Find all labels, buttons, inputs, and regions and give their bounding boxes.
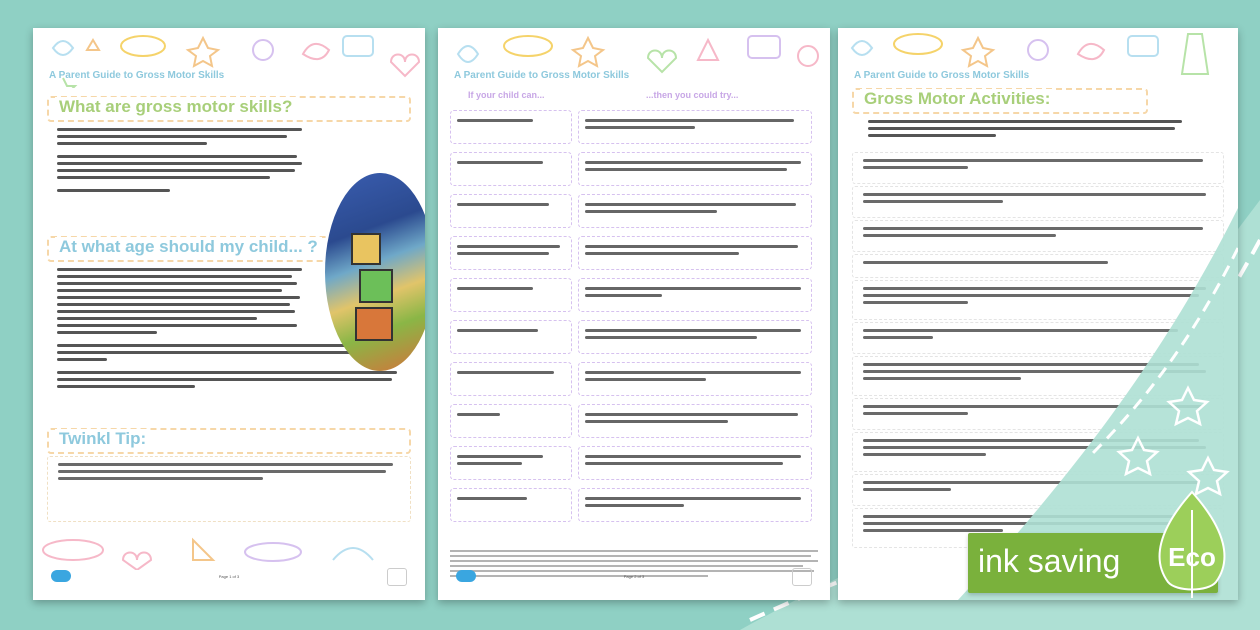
page-title: A Parent Guide to Gross Motor Skills: [854, 70, 1030, 81]
table-row: [438, 152, 830, 188]
activity-cell: [578, 488, 812, 522]
heading-text: Twinkl Tip:: [55, 429, 150, 449]
activity-cell: [578, 152, 812, 186]
table-row: [438, 488, 830, 524]
skill-cell: [450, 194, 572, 228]
activity-cell: [578, 404, 812, 438]
page-footer: [452, 568, 816, 586]
table-row: [438, 236, 830, 272]
activity-cell: [578, 278, 812, 312]
page-number: Page 1 of 3: [218, 574, 240, 579]
table-row: [438, 278, 830, 314]
skill-cell: [450, 488, 572, 522]
page-footer: [47, 568, 411, 586]
skill-cell: [450, 152, 572, 186]
table-row: [438, 404, 830, 440]
doodle-border-bottom: [33, 530, 425, 570]
footer-badge-icon: [387, 568, 407, 586]
section-heading-tip: [47, 428, 411, 454]
page-title: A Parent Guide to Gross Motor Skills: [49, 70, 225, 81]
column-header-left: If your child can...: [468, 90, 545, 100]
activity-cell: [578, 194, 812, 228]
section-heading-gross-motor: [47, 96, 411, 122]
table-row: [438, 446, 830, 482]
footer-badge-icon: [792, 568, 812, 586]
skill-cell: [450, 362, 572, 396]
activity-cell: [578, 320, 812, 354]
ink-saving-label: ink saving: [978, 543, 1121, 579]
table-row: [438, 194, 830, 230]
page-number: Page 2 of 3: [623, 574, 645, 579]
eco-badge-text: Eco: [1168, 542, 1216, 572]
paragraph-block: [57, 128, 307, 196]
twinkl-logo: [456, 570, 476, 582]
skill-cell: [450, 110, 572, 144]
activity-cell: [578, 236, 812, 270]
eco-leaf-badge: [1146, 490, 1238, 600]
heading-text: What are gross motor skills?: [55, 97, 296, 117]
activity-cell: [578, 446, 812, 480]
column-header-right: ...then you could try...: [646, 90, 739, 100]
activity-cell: [578, 110, 812, 144]
skill-cell: [450, 236, 572, 270]
heading-text: At what age should my child... ?: [55, 237, 322, 257]
table-row: [438, 110, 830, 146]
twinkl-logo: [51, 570, 71, 582]
table-row: [438, 320, 830, 356]
heading-text: Gross Motor Activities:: [860, 89, 1054, 109]
paragraph-block: [57, 268, 307, 392]
skill-cell: [450, 446, 572, 480]
tip-box: [47, 456, 411, 522]
child-building-blocks-photo: [325, 173, 425, 371]
page-title: A Parent Guide to Gross Motor Skills: [454, 70, 630, 81]
skill-cell: [450, 404, 572, 438]
table-row: [438, 362, 830, 398]
activity-cell: [578, 362, 812, 396]
skill-cell: [450, 320, 572, 354]
guide-page-2: [438, 28, 830, 600]
skill-cell: [450, 278, 572, 312]
guide-page-1: [33, 28, 425, 600]
